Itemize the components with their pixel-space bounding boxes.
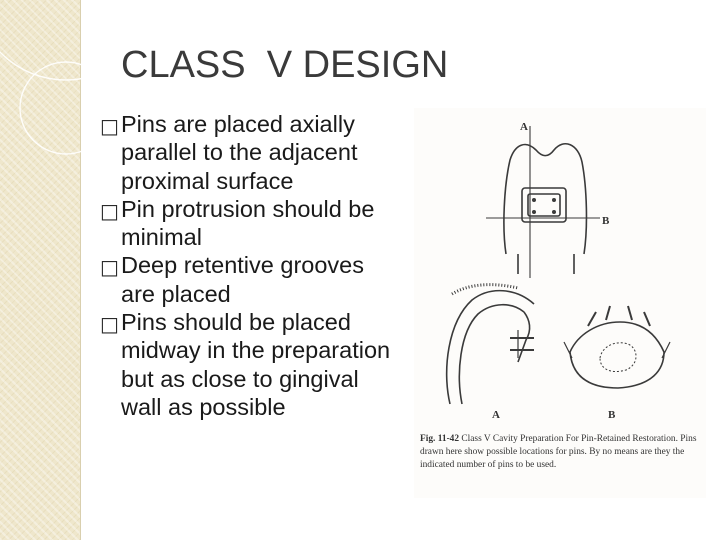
slide-title: CLASS V DESIGN xyxy=(121,44,449,86)
figure-caption xyxy=(420,433,704,472)
pin-line xyxy=(606,306,610,320)
bullet-item xyxy=(100,110,400,195)
pin-dot xyxy=(532,198,536,202)
tooth-cross-section xyxy=(447,285,534,404)
occlusal-outline xyxy=(570,322,664,388)
bullet-square-icon: □ xyxy=(100,198,119,223)
bullet-text: Deep retentive grooves are placed xyxy=(121,252,364,307)
bullet-item xyxy=(100,251,400,308)
pin-line xyxy=(628,306,632,320)
bullet-square-icon: □ xyxy=(100,312,119,337)
label-bottom-a: A xyxy=(492,409,500,421)
bullet-text: Pin protrusion should be minimal xyxy=(121,195,375,251)
pin-marks-top xyxy=(532,198,556,214)
bullet-square-icon: □ xyxy=(100,114,119,138)
textbook-figure xyxy=(414,108,706,498)
pin-dot xyxy=(552,198,556,202)
bullet-text: Pins should be placed midway in the preparation but as close to gingival wall as possible xyxy=(121,309,391,420)
label-top-b: B xyxy=(602,215,610,227)
pin-dot xyxy=(532,210,536,214)
figure-caption-label: Fig. 11-42 xyxy=(420,434,460,444)
bullet-item xyxy=(100,195,400,252)
section-inner-outline xyxy=(459,305,524,404)
bullet-list xyxy=(100,110,400,421)
bullet-square-icon: □ xyxy=(100,255,119,280)
bullet-item xyxy=(100,308,400,421)
pin-line xyxy=(644,312,650,326)
pin-dot xyxy=(552,210,556,214)
label-top-a: A xyxy=(520,121,528,133)
tooth-occlusal-view xyxy=(564,306,670,388)
label-bottom-b: B xyxy=(608,409,616,421)
pin-line xyxy=(588,312,596,326)
figure-caption-text: Class V Cavity Preparation For Pin-Retained Restoration. Pins drawn here show possible locations for pins. By no means are they the indicated number of pins to be used. xyxy=(420,434,697,470)
bullet-text: Pins are placed axially parallel to the adjacent proximal surface xyxy=(121,111,358,194)
tooth-crown-outline xyxy=(504,144,587,254)
tooth-facial-view xyxy=(486,126,600,278)
cavity-dashed-outline xyxy=(600,343,636,372)
